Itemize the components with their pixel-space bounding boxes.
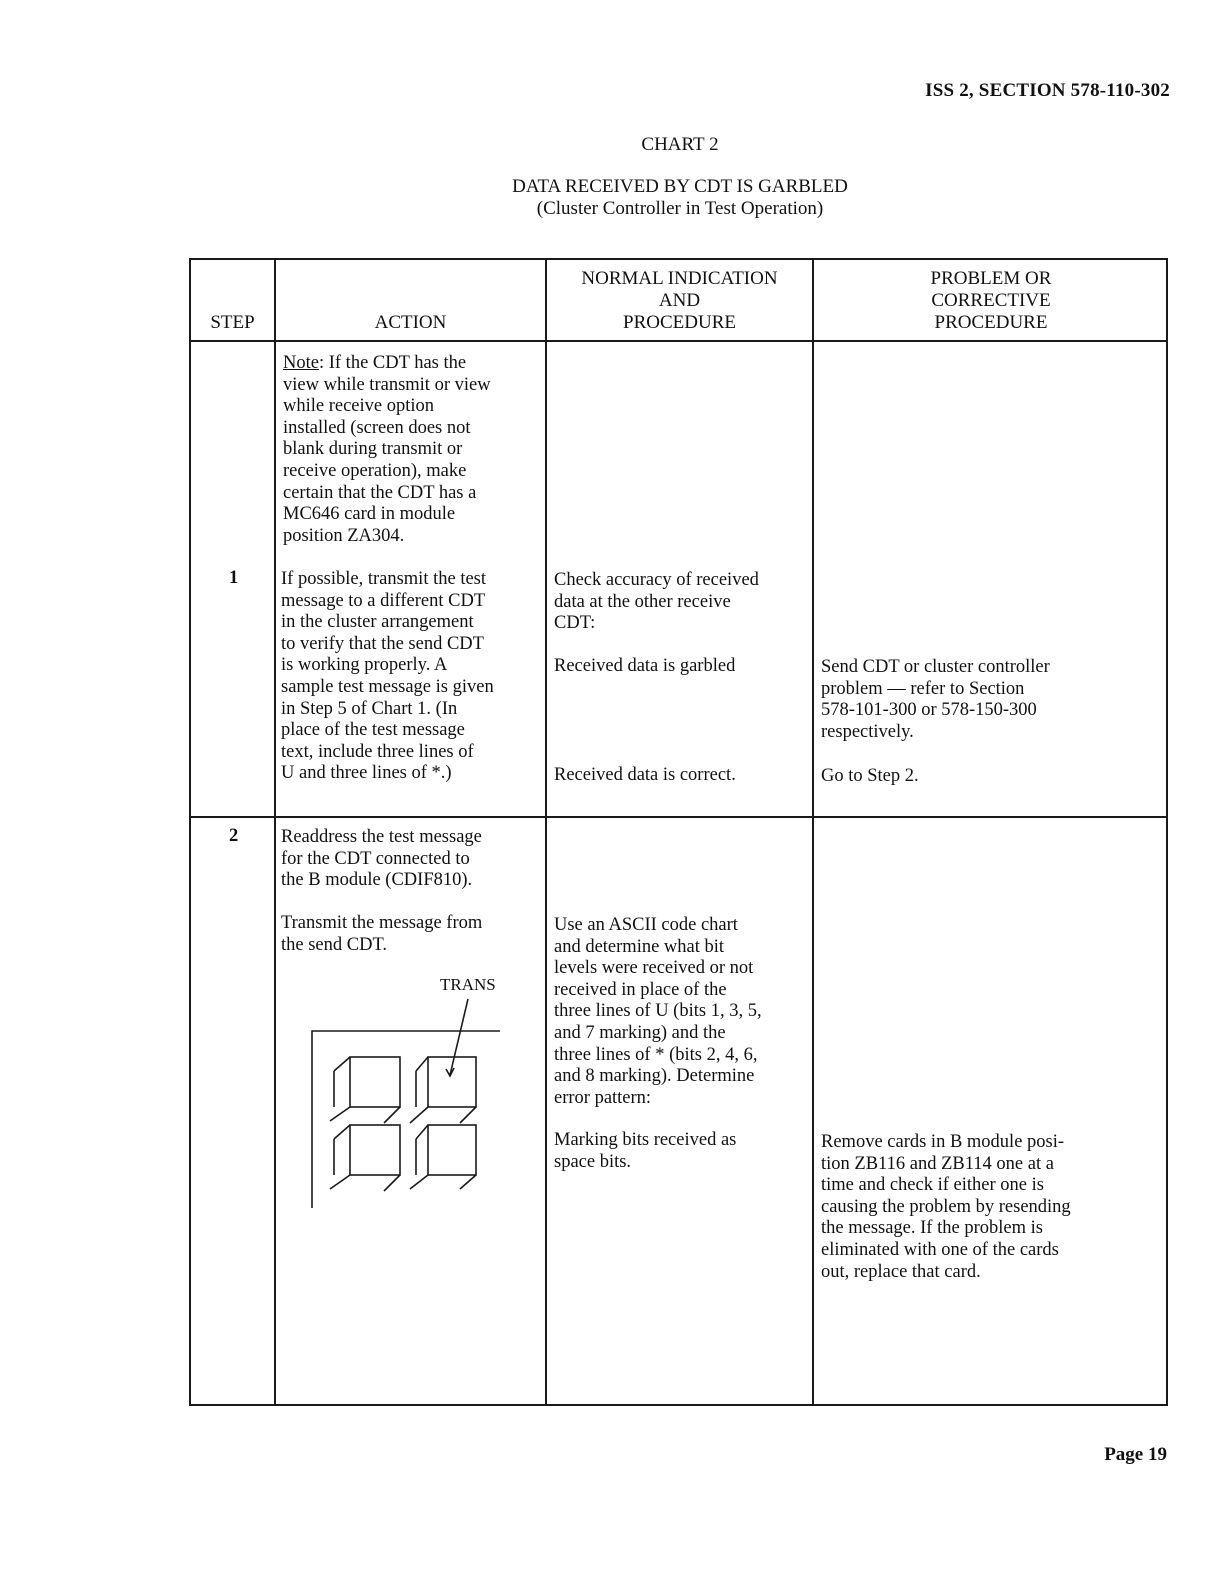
key-bottom-right-shading <box>410 1125 476 1189</box>
step-1-problem-correct: Go to Step 2. <box>821 766 919 786</box>
column-divider <box>812 260 814 1404</box>
chart-subtitle: (Cluster Controller in Test Operation) <box>536 198 824 219</box>
header-divider <box>191 340 1166 342</box>
note-text <box>283 353 545 547</box>
key-bottom-left <box>350 1125 400 1175</box>
header-step: STEP <box>210 312 255 333</box>
step-2-action-readdress: Readdress the test message for the CDT connected to the B module (CDIF810). <box>281 827 482 891</box>
header-action: ACTION <box>374 312 447 333</box>
column-divider <box>274 260 276 1404</box>
column-divider <box>545 260 547 1404</box>
keyboard-keys-drawing <box>300 975 520 1215</box>
chart-title: DATA RECEIVED BY CDT IS GARBLED <box>512 176 848 197</box>
step-number: 1 <box>229 568 239 588</box>
trans-pointer-line <box>450 999 468 1075</box>
key-top-left <box>350 1057 400 1107</box>
section-header: ISS 2, SECTION 578-110-302 <box>925 80 1170 101</box>
note-label: Note <box>283 353 319 373</box>
note-body: : If the CDT has the view while transmit or view while receive option installed (screen does not blank during transmit or receive operation), make certain that the CDT has a MC646 card in module position ZA304. <box>283 353 491 546</box>
step-1-normal-correct: Received data is correct. <box>554 765 736 785</box>
step-1-normal-check: Check accuracy of received data at the other receive CDT: <box>554 570 759 634</box>
trans-key-label: TRANS <box>440 975 496 994</box>
chart-number: CHART 2 <box>641 134 719 155</box>
chart-title-block <box>0 176 1224 220</box>
procedure-table <box>189 258 1168 1406</box>
header-problem-procedure: PROBLEM OR CORRECTIVE PROCEDURE <box>930 268 1052 333</box>
step-number: 2 <box>229 826 239 846</box>
step-1-normal-garbled: Received data is garbled <box>554 656 736 676</box>
step-2-normal-marking: Marking bits received as space bits. <box>554 1130 737 1172</box>
step-1-problem-garbled: Send CDT or cluster controller problem — refer to Section 578-101-300 or 578-150-300 respectively. <box>821 657 1050 742</box>
key-trans-shading <box>410 1057 476 1123</box>
key-top-left-shading <box>330 1057 400 1123</box>
page-number: Page 19 <box>1104 1444 1167 1465</box>
step-1-action: If possible, transmit the test message to a different CDT in the cluster arrangement to verify that the send CDT is working properly. A sample test message is given in Step 5 of Chart 1. (In place of the test message text, include three lines of U and three lines of *.) <box>281 569 494 784</box>
step-2-action-transmit: Transmit the message from the send CDT. <box>281 913 483 955</box>
step-2-problem-remove-cards: Remove cards in B module posi- tion ZB116 and ZB114 one at a time and check if either one is causing the problem by resending the message. If the problem is eliminated with one of the cards out, replace that card. <box>821 1132 1071 1282</box>
step-2-normal-ascii: Use an ASCII code chart and determine what bit levels were received or not received in place of the three lines of U (bits 1, 3, 5, and 7 marking) and the three lines of * (bits 2, 4, 6, and 8 marking). Determine error pattern: <box>554 915 762 1108</box>
key-bottom-right <box>428 1125 476 1175</box>
key-bottom-left-shading <box>330 1125 400 1191</box>
header-normal-indication: NORMAL INDICATION AND PROCEDURE <box>581 268 778 333</box>
row-divider <box>191 816 1166 818</box>
